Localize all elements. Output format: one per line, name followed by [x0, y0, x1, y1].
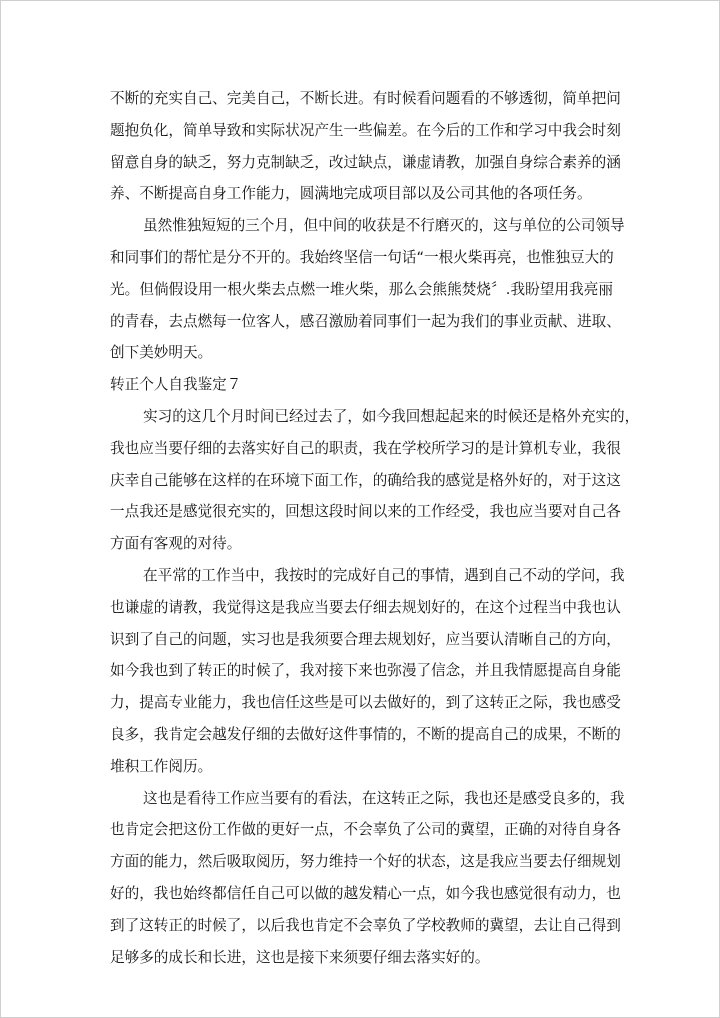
document-body — [110, 83, 640, 973]
text-line: 我也应当要仔细的去落实好自己的职责，我在学校所学习的是计算机专业，我很 — [110, 439, 621, 457]
text-line: 堆积工作阅历。 — [110, 757, 213, 775]
text-line: 虽然惟独短短的三个月，但中间的收获是不行磨灭的，这与单位的公司领导 — [143, 217, 625, 235]
text-line: 到了这转正的时候了，以后我也肯定不会辜负了学校教师的冀望，去让自己得到 — [110, 916, 621, 934]
text-line: 足够多的成长和长进，这也是接下来须要仔细去落实好的。 — [110, 948, 490, 966]
text-line: 一点我还是感觉很充实的，回想这段时间以来的工作经受，我也应当要对自己各 — [110, 503, 621, 521]
text-line: 养、不断提高自身工作能力，圆满地完成项目部以及公司其他的各项任务。 — [110, 185, 592, 203]
text-line: 在平常的工作当中，我按时的完成好自己的事情，遇到自己不动的学问，我 — [143, 566, 625, 584]
text-line: 这也是看待工作应当要有的看法，在这转正之际，我也还是感受良多的，我 — [143, 789, 625, 807]
text-line: 的青春，去点燃每一位客人，感召激励着同事们一起为我们的事业贡献、进取、 — [110, 312, 621, 330]
text-line: 题抱负化，简单导致和实际状况产生一些偏差。在今后的工作和学习中我会时刻 — [110, 121, 621, 139]
text-line: 良多，我肯定会越发仔细的去做好这件事情的，不断的提高自己的成果，不断的 — [110, 725, 621, 743]
text-line: 也肯定会把这份工作做的更好一点，不会辜负了公司的冀望，正确的对待自身各 — [110, 821, 621, 839]
text-line: 力，提高专业能力，我也信任这些是可以去做好的，到了这转正之际，我也感受 — [110, 694, 621, 712]
section-heading: 转正个人自我鉴定７ — [110, 376, 242, 394]
text-line: 光。但倘假设用一根火柴去点燃一堆火柴，那么会熊熊焚烧〞.我盼望用我亮丽 — [110, 280, 613, 298]
text-line: 和同事们的帮忙是分不开的。我始终坚信一句话“一根火柴再亮，也惟独豆大的 — [110, 248, 614, 266]
text-line: 实习的这几个月时间已经过去了，如今我回想起起来的时候还是格外充实的， — [143, 407, 640, 425]
text-line: 方面的能力，然后吸取阅历，努力维持一个好的状态，这是我应当要去仔细规划 — [110, 853, 621, 871]
text-line: 不断的充实自己、完美自己，不断长进。有时候看问题看的不够透彻，简单把问 — [110, 90, 621, 107]
text-line: 识到了自己的问题，实习也是我须要合理去规划好，应当要认清晰自己的方向， — [110, 630, 621, 648]
text-line: 好的，我也始终都信任自己可以做的越发精心一点，如今我也感觉很有动力，也 — [110, 884, 621, 902]
text-line: 留意自身的缺乏，努力克制缺乏，改过缺点，谦虚请教，加强自身综合素养的涵 — [110, 153, 621, 171]
text-line: 方面有客观的对待。 — [110, 535, 242, 553]
text-line: 也谦虚的请教，我觉得这是我应当要去仔细去规划好的，在这个过程当中我也认 — [110, 598, 621, 616]
text-line: 如今我也到了转正的时候了，我对接下来也弥漫了信念，并且我情愿提高自身能 — [110, 662, 621, 680]
text-line: 庆幸自己能够在这样的在环境下面工作，的确给我的感觉是格外好的，对于这这 — [110, 471, 621, 489]
text-line: 创下美妙明天。 — [110, 344, 213, 362]
